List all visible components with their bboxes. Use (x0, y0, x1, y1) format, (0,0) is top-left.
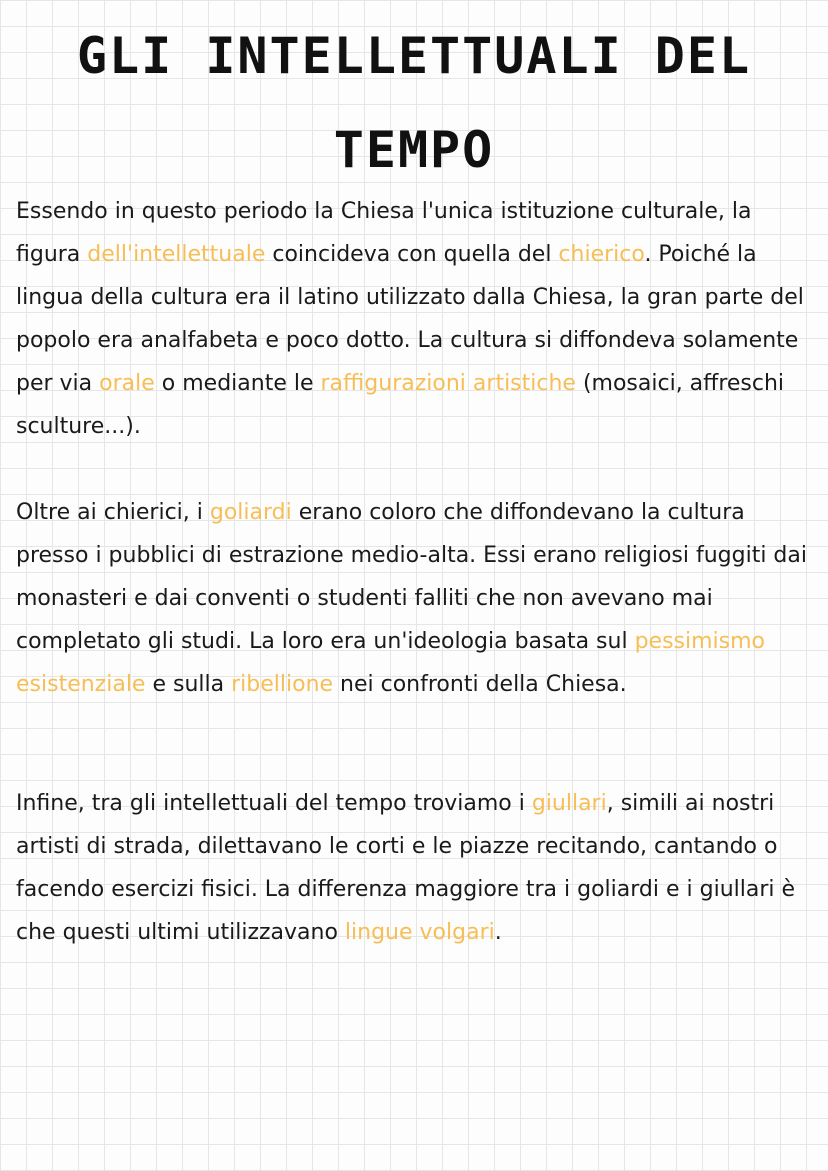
highlighted-term: dell'intellettuale (87, 242, 266, 267)
highlighted-term: giullari (531, 791, 607, 816)
paragraph-text: coincideva con quella del (265, 242, 559, 267)
paragraph-text: Essendo in questo periodo la Chiesa l'unica istituzione culturale, la figura (16, 199, 752, 267)
highlighted-term: ribellione (231, 672, 334, 697)
paragraph-text: nei confronti della Chiesa. (333, 672, 627, 697)
paragraph-text: (mosaici, affreschi sculture...). (16, 371, 785, 439)
paragraph-text: e sulla (145, 672, 232, 697)
paragraph-text: o mediante le (154, 371, 321, 396)
page-title-continued: TEMPO (333, 121, 495, 179)
highlighted-term: pessimismo esistenziale (16, 629, 766, 697)
paragraph-text: . (494, 920, 502, 945)
page-title: GLI INTELLETTUALI DEL (76, 27, 752, 85)
paragraph-text: Infine, tra gli intellettuali del tempo troviamo i (16, 791, 532, 816)
highlighted-term: goliardi (209, 500, 292, 525)
paragraph-chierici (16, 190, 818, 448)
highlighted-term: orale (99, 371, 155, 396)
paragraph-giullari (16, 782, 818, 954)
paragraph-goliardi (16, 491, 818, 706)
paragraph-text: . Poiché la lingua della cultura era il latino utilizzato dalla Chiesa, la gran parte del popolo era analfabeta e poco dotto. La cultura si diffondeva solamente per via (16, 242, 804, 396)
paragraph-text: , simili ai nostri artisti di strada, dilettavano le corti e le piazze recitando, cantando o facendo esercizi fisici. La differenza maggiore tra i goliardi e i giullari è che questi ultimi utilizzavano (16, 791, 796, 945)
highlighted-term: lingue volgari (344, 920, 495, 945)
highlighted-term: chierico (558, 242, 645, 267)
highlighted-term: raffigurazioni artistiche (320, 371, 576, 396)
paragraph-text: erano coloro che diffondevano la cultura presso i pubblici di estrazione medio-alta. Essi erano religiosi fuggiti dai monasteri e dai conventi o studenti falliti che non avevano mai completato gli studi. La loro era un'ideologia basata sul (16, 500, 807, 654)
paragraph-text: Oltre ai chierici, i (16, 500, 210, 525)
